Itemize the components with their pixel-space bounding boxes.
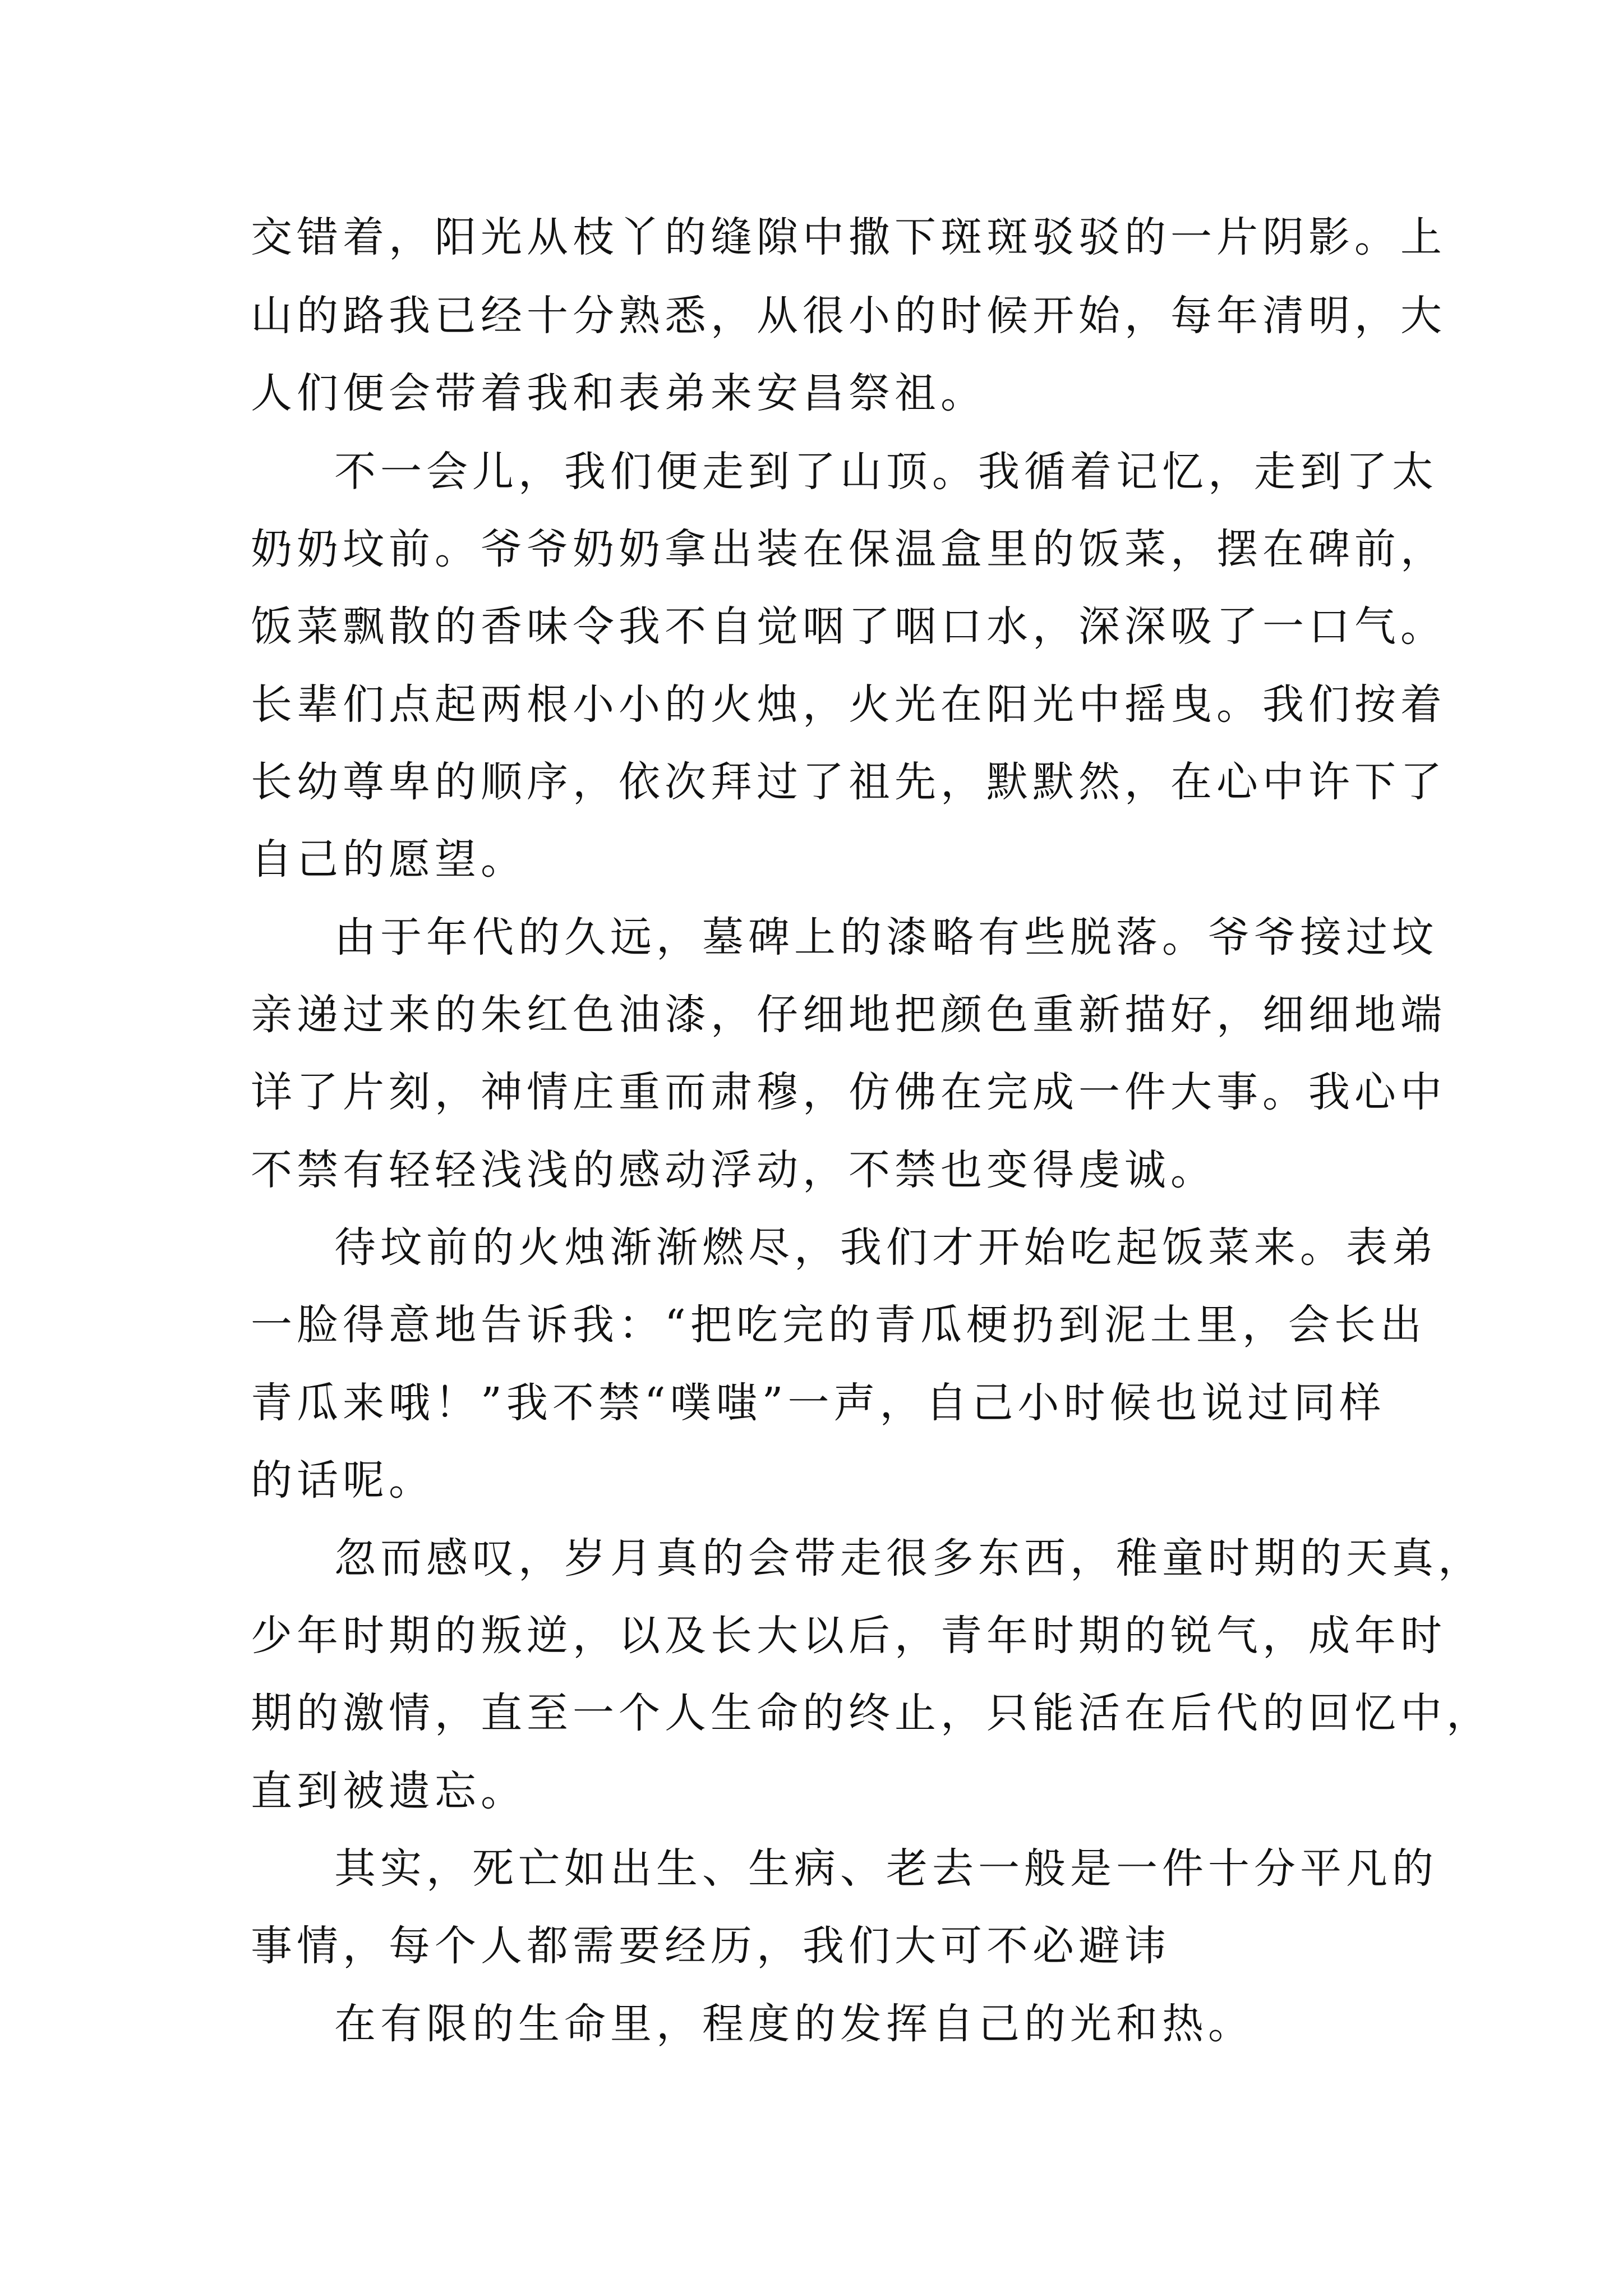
text-line: 直到被遗忘。 xyxy=(251,1767,527,1815)
text-line: 长辈们点起两根小小的火烛，火光在阳光中摇曳。我们按着 xyxy=(251,680,1446,729)
text-line: 人们便会带着我和表弟来安昌祭祖。 xyxy=(251,369,986,417)
text-line: 少年时期的叛逆，以及长大以后，青年时期的锐气，成年时 xyxy=(251,1612,1446,1660)
text-line: 一脸得意地告诉我：“把吃完的青瓜梗扔到泥土里，会长出 xyxy=(251,1301,1426,1349)
text-line: 自己的愿望。 xyxy=(251,835,527,884)
text-line: 山的路我已经十分熟悉，从很小的时候开始，每年清明，大 xyxy=(251,292,1446,340)
text-line: 奶奶坟前。爷爷奶奶拿出装在保温盒里的饭菜，摆在碑前， xyxy=(251,525,1446,573)
text-line: 不一会儿，我们便走到了山顶。我循着记忆，走到了太 xyxy=(334,448,1438,496)
text-line: 交错着，阳光从枝丫的缝隙中撒下斑斑驳驳的一片阴影。上 xyxy=(251,213,1446,261)
text-line: 其实，死亡如出生、生病、老去一般是一件十分平凡的 xyxy=(334,1844,1438,1893)
text-line: 的话呢。 xyxy=(251,1456,435,1504)
text-line: 事情，每个人都需要经历，我们大可不必避讳 xyxy=(251,1922,1170,1970)
text-line: 饭菜飘散的香味令我不自觉咽了咽口水，深深吸了一口气。 xyxy=(251,602,1446,651)
text-line: 忽而感叹，岁月真的会带走很多东西，稚童时期的天真， xyxy=(334,1534,1484,1582)
text-line: 期的激情，直至一个人生命的终止，只能活在后代的回忆中， xyxy=(251,1689,1492,1737)
text-line: 详了片刻，神情庄重而肃穆，仿佛在完成一件大事。我心中 xyxy=(251,1068,1446,1116)
text-line: 青瓜来哦！”我不禁“噗嗤”一声，自己小时候也说过同样 xyxy=(251,1379,1386,1427)
text-line: 亲递过来的朱红色油漆，仔细地把颜色重新描好，细细地端 xyxy=(251,991,1446,1039)
text-line: 待坟前的火烛渐渐燃尽，我们才开始吃起饭菜来。表弟 xyxy=(334,1223,1438,1272)
text-line: 在有限的生命里，程度的发挥自己的光和热。 xyxy=(334,2000,1254,2048)
text-line: 由于年代的久远，墓碑上的漆略有些脱落。爷爷接过坟 xyxy=(334,913,1438,961)
text-line: 不禁有轻轻浅浅的感动浮动，不禁也变得虔诚。 xyxy=(251,1146,1216,1194)
text-line: 长幼尊卑的顺序，依次拜过了祖先，默默然，在心中许下了 xyxy=(251,758,1446,806)
